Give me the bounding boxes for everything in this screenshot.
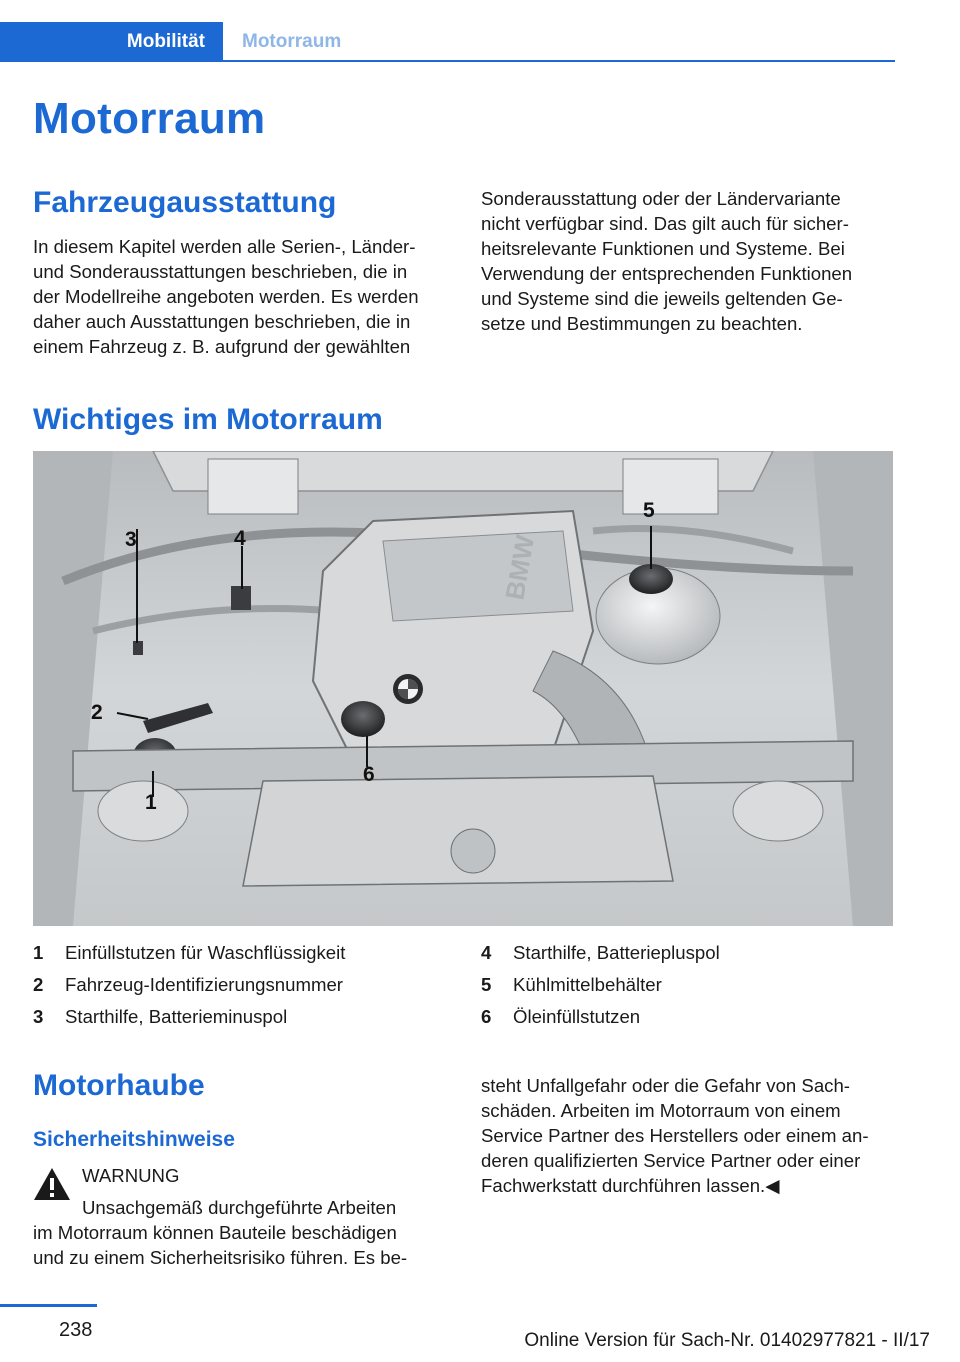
legend-number: 1 bbox=[33, 942, 44, 963]
callout-5: 5 bbox=[643, 499, 655, 522]
text-line: Service Partner des Herstellers oder einem an- bbox=[481, 1125, 869, 1146]
figure-legend-right bbox=[481, 937, 901, 1033]
legend-number: 4 bbox=[481, 942, 492, 963]
text-line: und Systeme sind die jeweils geltenden Ge- bbox=[481, 288, 843, 309]
callout-4: 4 bbox=[234, 527, 246, 550]
text-line: In diesem Kapitel werden alle Serien-, Länder- bbox=[33, 236, 416, 257]
engine-bay-illustration bbox=[33, 451, 893, 926]
text-line: und zu einem Sicherheitsrisiko führen. Es be- bbox=[33, 1247, 408, 1268]
intro-text-left bbox=[33, 234, 453, 359]
text-line: einem Fahrzeug z. B. aufgrund der gewählten bbox=[33, 336, 411, 357]
legend-text: Kühlmittelbehälter bbox=[513, 974, 662, 995]
intro-text-right bbox=[481, 186, 901, 336]
text-line: Unsachgemäß durchgeführte Arbeiten bbox=[82, 1197, 397, 1218]
footer-accent-line bbox=[0, 1304, 97, 1307]
legend-item bbox=[481, 969, 901, 1001]
tab-mobilitaet[interactable]: Mobilität bbox=[0, 22, 223, 62]
text-line: heitsrelevante Funktionen und Systeme. Bei bbox=[481, 238, 845, 259]
page-number: 238 bbox=[59, 1319, 93, 1341]
engine-cover-logo-text: BMW bbox=[499, 532, 541, 603]
callout-1: 1 bbox=[145, 791, 157, 814]
text-line: Sonderausstattung oder der Ländervariante bbox=[481, 188, 841, 209]
legend-number: 6 bbox=[481, 1006, 492, 1027]
legend-text: Öleinfüllstutzen bbox=[513, 1006, 641, 1027]
section-heading-wichtiges: Wichtiges im Motorraum bbox=[33, 403, 383, 436]
legend-number: 5 bbox=[481, 974, 492, 995]
tab-motorraum[interactable]: Motorraum bbox=[242, 31, 342, 52]
callout-3: 3 bbox=[125, 528, 137, 551]
text-line: Fachwerkstatt durchführen lassen.◀ bbox=[481, 1175, 780, 1196]
text-line: nicht verfügbar sind. Das gilt auch für sicher- bbox=[481, 213, 849, 234]
legend-text: Starthilfe, Batterieminuspol bbox=[65, 1006, 288, 1027]
callout-6: 6 bbox=[363, 763, 375, 786]
text-line: im Motorraum können Bauteile beschädigen bbox=[33, 1222, 397, 1243]
page-title: Motorraum bbox=[33, 94, 266, 143]
figure-legend-left bbox=[33, 937, 453, 1033]
section-heading-fahrzeugausstattung: Fahrzeugausstattung bbox=[33, 186, 337, 219]
text-line: setze und Bestimmungen zu beachten. bbox=[481, 313, 803, 334]
section-heading-motorhaube: Motorhaube bbox=[33, 1069, 205, 1102]
legend-item bbox=[33, 1001, 453, 1033]
legend-number: 2 bbox=[33, 974, 44, 995]
legend-number: 3 bbox=[33, 1006, 44, 1027]
warning-text-right bbox=[481, 1073, 901, 1198]
legend-text: Einfüllstutzen für Waschflüssigkeit bbox=[65, 942, 346, 963]
legend-item bbox=[481, 937, 901, 969]
legend-item bbox=[33, 937, 453, 969]
chapter-tab-bar bbox=[0, 22, 895, 62]
text-line: deren qualifizierten Service Partner oder einer bbox=[481, 1150, 861, 1171]
subheading-sicherheitshinweise: Sicherheitshinweise bbox=[33, 1128, 235, 1151]
legend-text: Starthilfe, Batteriepluspol bbox=[513, 942, 720, 963]
text-line: der Modellreihe angeboten werden. Es werden bbox=[33, 286, 419, 307]
text-line: steht Unfallgefahr oder die Gefahr von Sach- bbox=[481, 1075, 850, 1096]
tab-bar-divider bbox=[0, 60, 895, 62]
warning-label: WARNUNG bbox=[82, 1165, 180, 1186]
callout-2: 2 bbox=[91, 701, 103, 724]
text-line: schäden. Arbeiten im Motorraum von einem bbox=[481, 1100, 841, 1121]
text-line: Verwendung der entsprechenden Funktionen bbox=[481, 263, 853, 284]
legend-text: Fahrzeug-Identifizierungsnummer bbox=[65, 974, 343, 995]
text-line: und Sonderausstattungen beschrieben, die in bbox=[33, 261, 408, 282]
online-version-note: Online Version für Sach-Nr. 01402977821 - II/17 bbox=[524, 1330, 930, 1351]
legend-item bbox=[481, 1001, 901, 1033]
legend-item bbox=[33, 969, 453, 1001]
text-line: daher auch Ausstattungen beschrieben, die in bbox=[33, 311, 411, 332]
warning-text-left bbox=[33, 1195, 453, 1270]
